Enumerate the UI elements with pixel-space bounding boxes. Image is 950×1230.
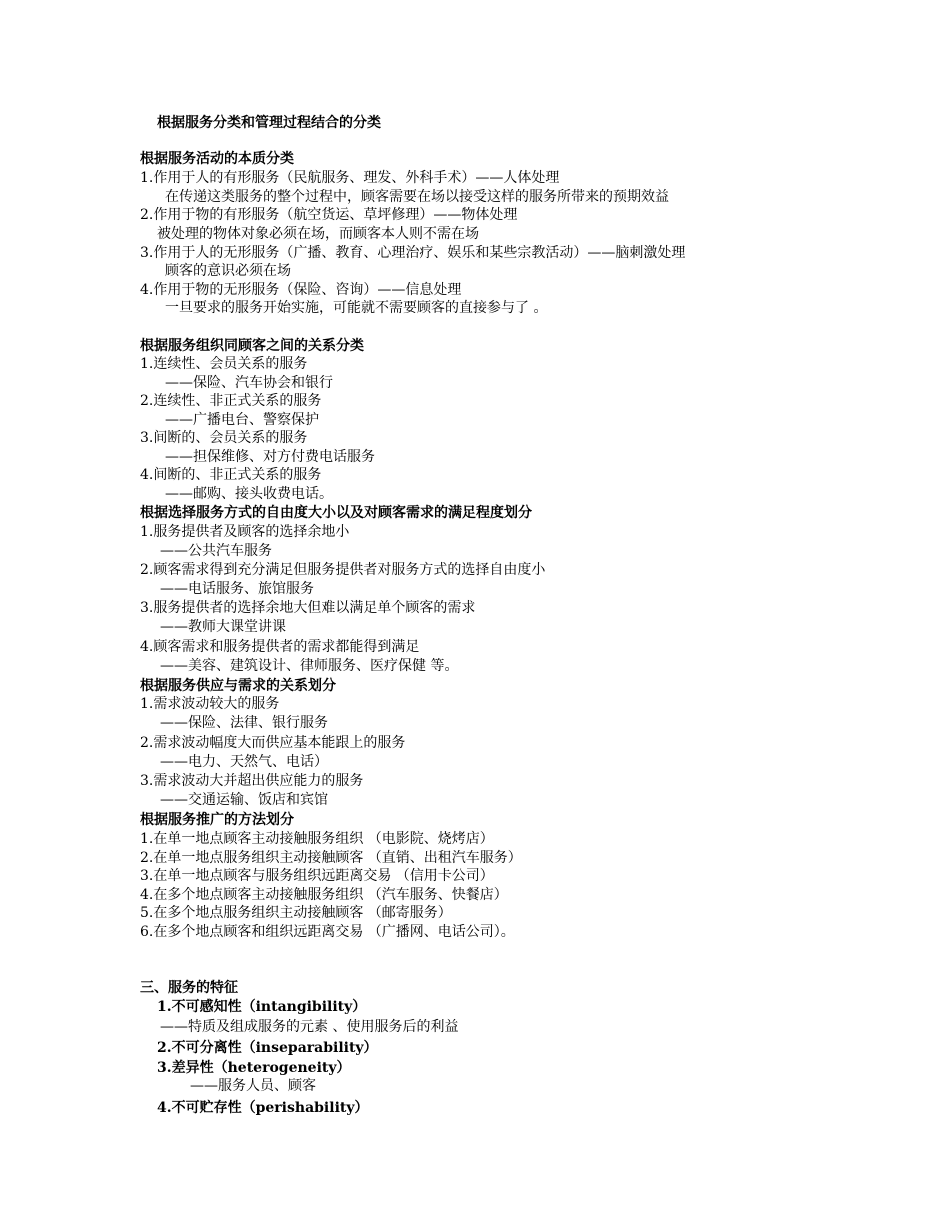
list-item-note: ——保险、汽车协会和银行 — [165, 375, 333, 391]
list-item-note: ——交通运输、饭店和宾馆 — [160, 792, 328, 808]
document-title: 根据服务分类和管理过程结合的分类 — [157, 115, 381, 131]
list-item: 4.在多个地点顾客主动接触服务组织 （汽车服务、快餐店） — [140, 887, 508, 903]
list-item: 5.在多个地点服务组织主动接触顾客 （邮寄服务） — [140, 905, 452, 921]
list-item: 1.在单一地点顾客主动接触服务组织 （电影院、烧烤店） — [140, 831, 494, 847]
list-item: 1.连续性、会员关系的服务 — [140, 356, 308, 372]
section-heading-characteristics: 三、服务的特征 — [140, 980, 238, 996]
list-item: 2.顾客需求得到充分满足但服务提供者对服务方式的选择自由度小 — [140, 562, 546, 578]
characteristic-item: 1.不可感知性（intangibility） — [157, 999, 367, 1015]
list-item: 3.作用于人的无形服务（广播、教育、心理治疗、娱乐和某些宗教活动）——脑刺激处理 — [140, 245, 686, 261]
list-item: 2.连续性、非正式关系的服务 — [140, 393, 322, 409]
list-item-note: 在传递这类服务的整个过程中，顾客需要在场以接受这样的服务所带来的预期效益 — [165, 189, 669, 205]
characteristic-item: 2.不可分离性（inseparability） — [157, 1040, 378, 1056]
list-item-note: 顾客的意识必须在场 — [165, 263, 291, 279]
section-heading-promotion: 根据服务推广的方法划分 — [140, 812, 294, 828]
list-item-note: ——电力、天然气、电话） — [160, 754, 328, 770]
list-item-note: ——广播电台、警察保护 — [165, 412, 319, 428]
section-heading-relationship: 根据服务组织同顾客之间的关系分类 — [140, 338, 364, 354]
characteristic-note: ——服务人员、顾客 — [190, 1078, 316, 1094]
list-item: 3.服务提供者的选择余地大但难以满足单个顾客的需求 — [140, 600, 476, 616]
list-item-note: 一旦要求的服务开始实施，可能就不需要顾客的直接参与了 。 — [165, 300, 548, 316]
list-item-note: ——公共汽车服务 — [160, 543, 272, 559]
characteristic-note: ——特质及组成服务的元素 、使用服务后的利益 — [160, 1019, 459, 1035]
list-item: 1.作用于人的有形服务（民航服务、理发、外科手术）——人体处理 — [140, 170, 560, 186]
list-item: 4.间断的、非正式关系的服务 — [140, 467, 322, 483]
list-item-note: ——电话服务、旅馆服务 — [160, 581, 314, 597]
list-item: 1.需求波动较大的服务 — [140, 696, 280, 712]
list-item: 3.间断的、会员关系的服务 — [140, 430, 308, 446]
list-item-note: 被处理的物体对象必须在场，而顾客本人则不需在场 — [157, 226, 479, 242]
list-item: 3.需求波动大并超出供应能力的服务 — [140, 773, 364, 789]
characteristic-item: 4.不可贮存性（perishability） — [157, 1100, 369, 1116]
list-item: 2.作用于物的有形服务（航空货运、草坪修理）——物体处理 — [140, 207, 518, 223]
list-item: 1.服务提供者及顾客的选择余地小 — [140, 524, 350, 540]
list-item-note: ——美容、建筑设计、律师服务、医疗保健 等。 — [160, 658, 459, 674]
characteristic-item: 3.差异性（heterogeneity） — [157, 1060, 351, 1076]
list-item-note: ——担保维修、对方付费电话服务 — [165, 449, 375, 465]
list-item: 2.需求波动幅度大而供应基本能跟上的服务 — [140, 735, 406, 751]
section-heading-supply-demand: 根据服务供应与需求的关系划分 — [140, 678, 336, 694]
list-item: 4.作用于物的无形服务（保险、咨询）——信息处理 — [140, 282, 462, 298]
section-heading-nature: 根据服务活动的本质分类 — [140, 151, 294, 167]
list-item: 4.顾客需求和服务提供者的需求都能得到满足 — [140, 639, 420, 655]
list-item-note: ——邮购、接头收费电话。 — [165, 486, 333, 502]
list-item: 2.在单一地点服务组织主动接触顾客 （直销、出租汽车服务） — [140, 850, 522, 866]
list-item-note: ——教师大课堂讲课 — [160, 619, 286, 635]
list-item-note: ——保险、法律、银行服务 — [160, 715, 328, 731]
list-item: 6.在多个地点顾客和组织远距离交易 （广播网、电话公司）。 — [140, 924, 515, 940]
section-heading-freedom: 根据选择服务方式的自由度大小以及对顾客需求的满足程度划分 — [140, 505, 532, 521]
list-item: 3.在单一地点顾客与服务组织远距离交易 （信用卡公司） — [140, 868, 494, 884]
